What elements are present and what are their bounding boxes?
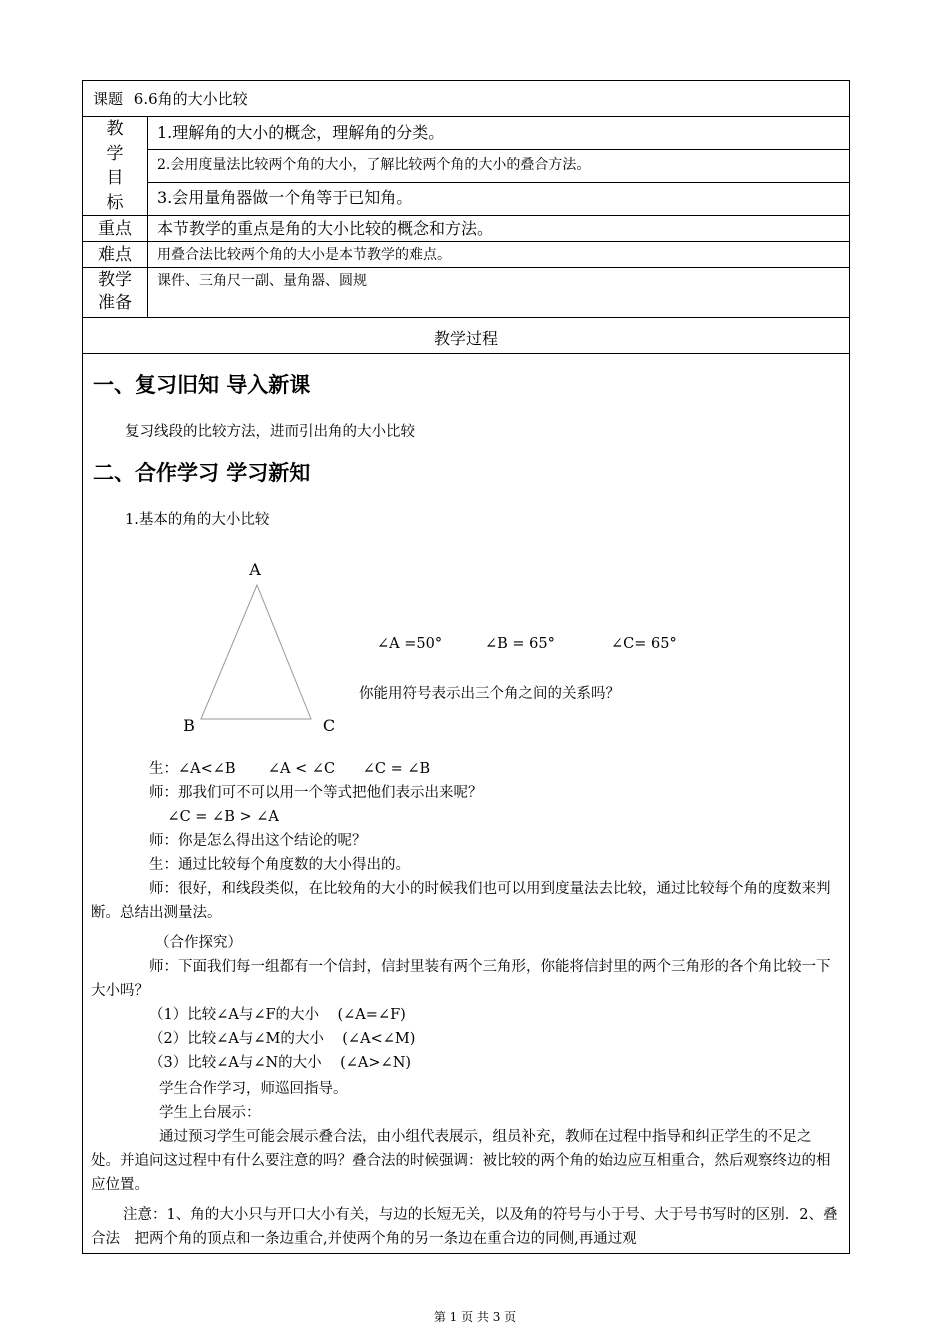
coop-label: （合作探究） — [155, 935, 242, 951]
section2-subheading: 1.基本的角的大小比较 — [125, 512, 270, 528]
objectives-label: 教 学 目 标 — [106, 119, 124, 213]
objective-3: 3.会用量角器做一个角等于已知角。 — [157, 188, 413, 207]
measure-paragraph: 师：很好，和线段类似，在比较角的大小的时候我们也可以用到度量法去比较，通过比较每个角的度数来判断。总结出测量法。 — [91, 881, 831, 921]
prep-label: 教学 准备 — [98, 270, 132, 313]
vertex-a-label: A — [249, 560, 261, 579]
overlap-paragraph: 通过预习学生可能会展示叠合法，由小组代表展示，组员补充，教师在过程中指导和纠正学生的不足之处。并追问这过程中有什么要注意的吗？叠合法的时候强调：被比较的两个角的始边应互相重合，然后观察终边的相应位置。 — [91, 1129, 831, 1193]
vertex-b-label: B — [183, 716, 195, 735]
compare-item: （3）比较∠A与∠N的大小 (∠A>∠N) — [149, 1055, 412, 1071]
vertex-c-label: C — [322, 716, 336, 735]
dialogue-line: 生：∠A<∠B ∠A < ∠C ∠C = ∠B — [149, 761, 431, 777]
section2-heading: 二、合作学习 学习新知 — [93, 461, 311, 485]
page-footer: 第 1 页 共 3 页 — [433, 1310, 517, 1324]
section1-text: 复习线段的比较方法，进而引出角的大小比较 — [125, 424, 415, 440]
difficulty-value: 用叠合法比较两个角的大小是本节教学的难点。 — [157, 247, 451, 263]
dialogue-line: ∠C = ∠B > ∠A — [149, 809, 279, 825]
envelope-paragraph: 师：下面我们每一组都有一个信封，信封里装有两个三角形，你能将信封里的两个三角形的各个角比较一下大小吗？ — [91, 959, 831, 999]
lesson-plan-table — [82, 80, 850, 1254]
angle-a-value: ∠A =50° — [377, 636, 443, 652]
compare-item: （2）比较∠A与∠M的大小 (∠A<∠M) — [149, 1031, 416, 1047]
triangle-shape — [201, 585, 311, 719]
topic-row — [93, 89, 248, 109]
relation-question: 你能用符号表示出三个角之间的关系吗？ — [359, 686, 620, 702]
key-value: 本节教学的重点是角的大小比较的概念和方法。 — [157, 219, 494, 238]
compare-item: （1）比较∠A与∠F的大小 (∠A=∠F) — [149, 1007, 406, 1023]
coop-study: 学生合作学习，师巡回指导。 — [159, 1081, 348, 1097]
angle-b-value: ∠B = 65° — [485, 636, 555, 652]
objective-1: 1.理解角的大小的概念，理解角的分类。 — [157, 123, 445, 142]
section1-heading: 一、复习旧知 导入新课 — [93, 373, 311, 397]
dialogue-line: 师：那我们可不可以用一个等式把他们表示出来呢？ — [149, 785, 483, 801]
topic-value: 6.6角的大小比较 — [133, 90, 248, 108]
angle-c-value: ∠C= 65° — [611, 636, 677, 652]
dialogue-line: 生：通过比较每个角度数的大小得出的。 — [149, 857, 410, 873]
student-show: 学生上台展示： — [159, 1105, 261, 1121]
topic-label: 课题 — [93, 90, 124, 108]
prep-value: 课件、三角尺一副、量角器、圆规 — [157, 273, 367, 289]
note-paragraph: 注意：1、角的大小只与开口大小有关，与边的长短无关，以及角的符号与小于号、大于号书写时的区别．2、叠合法 把两个角的顶点和一条边重合,并使两个角的另一条边在重合边的同侧,再通过观 — [91, 1207, 838, 1247]
dialogue-line: 师：你是怎么得出这个结论的呢？ — [149, 833, 367, 849]
process-title: 教学过程 — [433, 329, 498, 348]
triangle-figure — [173, 551, 353, 741]
objective-2: 2.会用度量法比较两个角的大小，了解比较两个角的大小的叠合方法。 — [157, 157, 591, 173]
key-label: 重点 — [98, 219, 132, 239]
difficulty-label: 难点 — [98, 245, 132, 265]
